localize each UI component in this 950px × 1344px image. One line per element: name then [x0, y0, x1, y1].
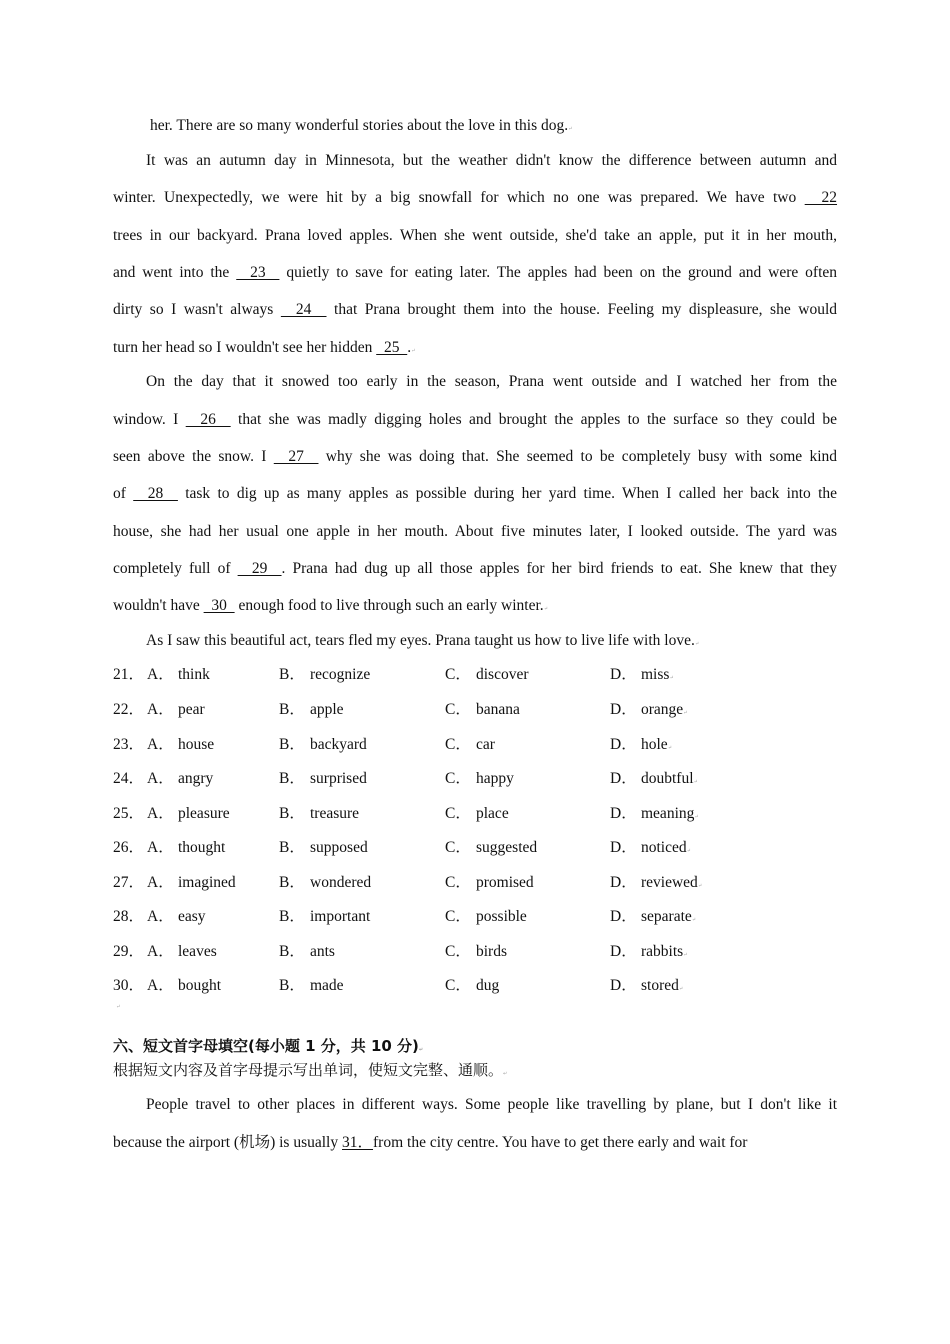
option-a: A． imagined — [147, 874, 236, 891]
paragraph-mark-icon: ↵ — [694, 642, 700, 647]
paragraph-mark-icon: ↵ — [116, 1005, 121, 1010]
question-number: 27． — [113, 874, 145, 891]
blank-30: 30 — [203, 597, 235, 614]
option-d: D． separate↵ — [610, 908, 696, 925]
passage-text: her. There are so many wonderful stories about the love in this dog. — [150, 117, 569, 134]
passage-text: wouldn't have — [113, 597, 204, 614]
option-b: B． supposed — [279, 839, 368, 856]
question-number: 29． — [113, 943, 145, 960]
option-d: D． hole↵ — [610, 736, 672, 753]
passage-text: window. I — [113, 411, 186, 428]
option-b: B． surprised — [279, 770, 367, 787]
passage-text: of — [113, 485, 134, 502]
question-number: 30． — [113, 977, 145, 994]
passage-line — [113, 596, 837, 620]
paragraph-mark-icon: ↵ — [694, 815, 699, 820]
passage-line — [113, 484, 837, 504]
option-a: A． think — [147, 666, 210, 683]
paragraph-mark-icon: ↵ — [503, 1071, 508, 1077]
option-d: D． orange↵ — [610, 701, 688, 718]
section-instruction: 根据短文内容及首字母提示写出单词，使短文完整、通顺。↵ — [113, 1061, 508, 1079]
question-number: 23． — [113, 736, 145, 753]
passage-text: that Prana brought them into the house. Feeling my displeasure, she would — [326, 301, 837, 318]
passage-line — [113, 1095, 837, 1115]
passage-text: enough food to live through such an early winter. — [234, 597, 544, 614]
paragraph-mark-icon: ↵ — [418, 1047, 424, 1053]
passage-line — [113, 188, 837, 208]
paragraph-mark-icon: ↵ — [669, 676, 674, 681]
option-c: C． possible — [445, 908, 527, 925]
option-b: B． wondered — [279, 874, 372, 891]
blank-29: 29 — [237, 560, 282, 577]
paragraph-mark-icon: ↵ — [683, 953, 688, 958]
paragraph-mark-icon: ↵ — [697, 884, 703, 889]
blank-24: 24 — [280, 301, 327, 318]
option-b: B． recognize — [279, 666, 371, 683]
blank-28: 28 — [133, 485, 178, 502]
option-a: A． leaves — [147, 943, 217, 960]
section-title: 六、短文首字母填空(每小题 1 分，共 10 分)↵ — [113, 1037, 424, 1055]
blank-23: 23 — [236, 264, 280, 281]
option-d: D． stored↵ — [610, 977, 684, 994]
paragraph-mark-icon: ↵ — [543, 607, 548, 612]
passage-line — [113, 522, 837, 542]
blank-26: 26 — [185, 411, 231, 428]
paragraph-mark-icon: ↵ — [667, 746, 672, 751]
option-c: C． dug — [445, 977, 500, 994]
option-d: D． miss↵ — [610, 666, 674, 683]
option-b: B． backyard — [279, 736, 367, 753]
passage-line — [113, 447, 837, 467]
passage-text: house, she had her usual one apple in her mouth. About five minutes later, I looked outside. The yard was — [113, 523, 837, 540]
passage-line — [113, 372, 837, 392]
passage-text: quietly to save for eating later. The apples had been on the ground and were often — [279, 264, 838, 281]
paragraph-mark-icon: ↵ — [683, 711, 688, 716]
option-b: B． treasure — [279, 805, 360, 822]
passage-line — [150, 116, 874, 140]
passage-line — [113, 631, 837, 655]
passage-line — [113, 263, 837, 283]
option-c: C． discover — [445, 666, 529, 683]
passage-text: because the airport (机场) is usually — [113, 1134, 342, 1151]
passage-text: completely full of — [113, 560, 238, 577]
paragraph-mark-icon: ↵ — [568, 127, 573, 132]
question-row — [113, 873, 837, 893]
paragraph-mark-icon: ↵ — [411, 349, 416, 354]
passage-line — [113, 151, 837, 171]
question-number: 21． — [113, 666, 145, 683]
question-row — [113, 665, 837, 685]
blank-22: 22 — [804, 189, 838, 206]
option-a: A． pleasure — [147, 805, 230, 822]
question-row — [113, 769, 837, 789]
question-number: 24． — [113, 770, 145, 787]
option-b: B． important — [279, 908, 371, 925]
blank-31: 31． — [342, 1134, 374, 1151]
passage-text: from the city centre. You have to get there early and wait for — [373, 1134, 748, 1151]
passage-line — [113, 300, 837, 320]
question-row — [113, 838, 837, 858]
passage-text: and went into the — [113, 264, 237, 281]
option-a: A． easy — [147, 908, 206, 925]
option-d: D． rabbits↵ — [610, 943, 688, 960]
passage-line — [113, 559, 837, 579]
question-number: 28． — [113, 908, 145, 925]
passage-text: seen above the snow. I — [113, 448, 274, 465]
passage-text: . — [407, 339, 412, 356]
passage-text: People travel to other places in different ways. Some people like travelling by plane, but I don't like it — [146, 1096, 837, 1113]
passage-text: trees in our backyard. Prana loved apples. When she went outside, she'd take an apple, put it in her mouth, — [113, 227, 837, 244]
passage-text: dirty so I wasn't always — [113, 301, 281, 318]
option-b: B． apple — [279, 701, 344, 718]
blank-25: 25 — [376, 339, 408, 356]
option-c: C． banana — [445, 701, 520, 718]
passage-line — [113, 410, 837, 430]
option-d: D． reviewed↵ — [610, 874, 703, 891]
paragraph-mark-icon: ↵ — [686, 849, 691, 854]
option-a: A． pear — [147, 701, 205, 718]
option-d: D． doubtful↵ — [610, 770, 698, 787]
question-number: 26． — [113, 839, 145, 856]
passage-line — [113, 1133, 837, 1153]
passage-text: winter. Unexpectedly, we were hit by a big snowfall for which no one was prepared. We have two — [113, 189, 805, 206]
passage-text: task to dig up as many apples as possible during her yard time. When I called her back into the — [177, 485, 838, 502]
option-c: C． place — [445, 805, 509, 822]
question-row — [113, 700, 837, 720]
question-row — [113, 942, 837, 962]
option-a: A． angry — [147, 770, 214, 787]
option-d: D． meaning↵ — [610, 805, 699, 822]
question-number: 25． — [113, 805, 145, 822]
option-c: C． car — [445, 736, 495, 753]
paragraph-mark-icon: ↵ — [691, 918, 696, 923]
option-d: D． noticed↵ — [610, 839, 691, 856]
option-b: B． made — [279, 977, 344, 994]
question-number: 22． — [113, 701, 145, 718]
option-a: A． house — [147, 736, 215, 753]
blank-27: 27 — [273, 448, 319, 465]
option-c: C． happy — [445, 770, 514, 787]
question-row — [113, 976, 837, 996]
passage-text: that she was madly digging holes and brought the apples to the surface so they could be — [230, 411, 838, 428]
passage-text: why she was doing that. She seemed to be completely busy with some kind — [318, 448, 838, 465]
option-b: B． ants — [279, 943, 335, 960]
option-c: C． suggested — [445, 839, 538, 856]
passage-text: As I saw this beautiful act, tears fled my eyes. Prana taught us how to live life with love. — [146, 632, 695, 649]
paragraph-mark-icon: ↵ — [678, 987, 684, 992]
question-row — [113, 804, 837, 824]
passage-text: On the day that it snowed too early in the season, Prana went outside and I watched her from the — [146, 373, 837, 390]
paragraph-mark-icon: ↵ — [693, 780, 698, 785]
passage-text: turn her head so I wouldn't see her hidden — [113, 339, 377, 356]
passage-line — [113, 226, 837, 246]
option-c: C． promised — [445, 874, 534, 891]
passage-line — [113, 338, 837, 362]
option-c: C． birds — [445, 943, 507, 960]
question-row — [113, 907, 837, 927]
question-row — [113, 735, 837, 755]
option-a: A． bought — [147, 977, 222, 994]
passage-text: It was an autumn day in Minnesota, but the weather didn't know the difference between autumn and — [146, 152, 837, 169]
passage-text: . Prana had dug up all those apples for her bird friends to eat. She knew that they — [281, 560, 837, 577]
option-a: A． thought — [147, 839, 226, 856]
